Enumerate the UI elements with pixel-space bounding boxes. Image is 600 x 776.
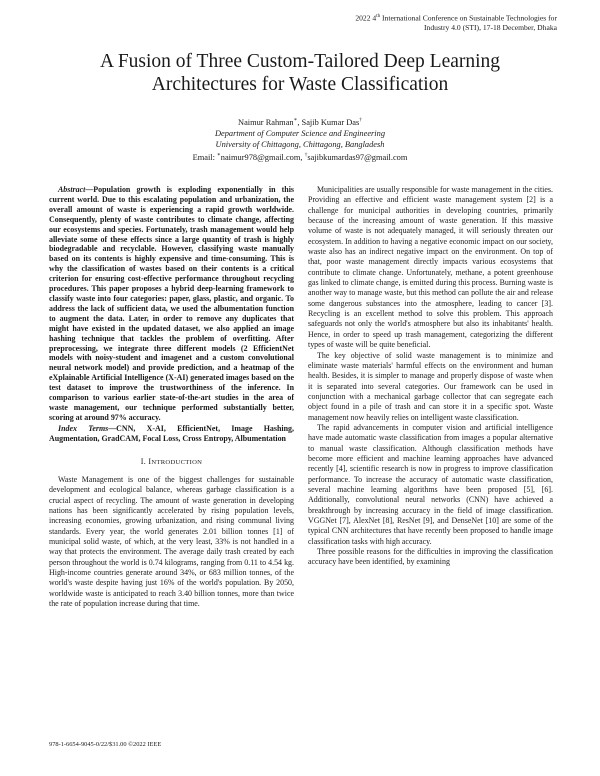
index-terms: Index Terms—CNN, X-AI, EfficientNet, Image Hashing, Augmentation, GradCAM, Focal Loss, Cross Entropy, Albumentation	[49, 423, 294, 443]
conference-header	[257, 12, 557, 33]
intro-paragraph-3: The key objective of solid waste management is to minimize and eliminate waste materials' harmful effects on the environment and human health. Besides, it is simpler to manage and properly dispose of waste when it is separated into several categories. Our framework can be used in conjunction with a mechanical garbage collector that can segregate each object found in a pile of trash and can store it in a specific spot. Waste management now heavily relies on intelligent waste classification.	[308, 350, 553, 422]
author-block	[0, 115, 600, 163]
intro-paragraph-1: Waste Management is one of the biggest challenges for sustainable development and ecological balance, whereas garbage classification is a crucial aspect of recycling. The amount of waste generation in developing nations has been significantly accelerated by rising population levels, increasing economies, growing urbanization, and rising communal living standards. Every year, the world generates 2.01 billion tonnes [1] of municipal solid waste, of which, at the very least, 33% is not handled in a way that protects the environment. The average daily trash created by each person throughout the world is 0.74 kilograms, ranging from 0.11 to 4.54 kg. High-income countries generate around 34%, or 683 million tonnes, of the world's waste despite having just 16% of the world's population. By 2050, worldwide waste is anticipated to reach 3.40 billion tonnes, more than twice the rate of population increase during that time.	[49, 474, 294, 609]
conference-line-1: 2022 4th International Conference on Sustainable Technologies for	[355, 13, 557, 23]
section-heading-introduction: I. INTRODUCTION	[140, 456, 203, 466]
author-emails: Email: ∗naimur978@gmail.com, †sajibkumardas97@gmail.com	[192, 151, 408, 162]
intro-paragraph-2: Municipalities are usually responsible for waste management in the cities. Providing an effective and efficient waste management system [2] is a challenge for municipal authorities in developing countries, primarily because of the increasing amount of waste generation. If this massive volume of waste is not adequately managed, it will seriously threaten our ecosystem. In addition to having a negative economic impact on our society, waste also has an indirect negative impact on the environment. On top of that, poor waste management directly impacts various ecosystems that contribute to climate change. Unfortunately, methane, a potent greenhouse gas linked to climate change, is emitted during this process. Burning waste is another way to manage waste, but this method can pollute the air and release some dangerous substances into the atmosphere, leading to cancer [3]. Recycling is an excellent method to solve this problem. This approach safeguards not only the world's atmosphere but also its inhabitants' health. Hence, in order to speed up trash management, categorizing the different types of waste will be quite beneficial.	[308, 185, 553, 350]
title-line-1: A Fusion of Three Custom-Tailored Deep Learning	[99, 51, 501, 72]
author-names: Naimur Rahman∗, Sajib Kumar Das†	[238, 117, 362, 127]
intro-paragraph-5: Three possible reasons for the difficulties in improving the classification accuracy have been identified, by examining	[308, 547, 553, 567]
author-2: Sajib Kumar Das	[301, 117, 360, 127]
left-column	[49, 185, 294, 609]
conference-line-2: Industry 4.0 (STI), 17-18 December, Dhaka	[424, 23, 557, 33]
email-2: sajibkumardas97@gmail.com	[307, 152, 408, 162]
author-1: Naimur Rahman	[238, 117, 294, 127]
author-department: Department of Computer Science and Engineering	[214, 128, 386, 138]
paper-title	[20, 50, 580, 96]
author-university: University of Chittagong, Chittagong, Bangladesh	[215, 139, 385, 149]
email-1: naimur978@gmail.com	[220, 152, 301, 162]
abstract: Abstract—Population growth is exploding exponentially in this current world. Due to this escalating population and urbanization, the overall amount of waste is experiencing a rapid growth worldwide. Consequently, plenty of waste contributes to climate change, affecting our ecosystems and species. Fortunately, trash management would help alleviate some of these effects since a large quantity of trash is highly biodegradable and recyclable. However, classifying waste manually based on its contents is highly expensive and time-consuming. This is why the classification of wastes based on their contents is a critical criterion for ensuring cost-effective performance throughout recycling procedures. This paper proposes a hybrid deep-learning framework to classify waste into four categories: paper, glass, plastic, and organic. To address the lack of sufficient data, we used the albumentation function to augment the data. Later, in order to remove any duplicates that might have existed in the updated dataset, we also applied an image hashing technique that tackles the problem of overfitting. After preprocessing, we integrate three different models (2 EfficientNet models with noisy-student and imagenet and a custom convolutional neural network model) and provide prediction, and a heatmap of the eXplainable Artificial Intelligence (X-AI) generated images based on the test dataset to improve the trustworthiness of the inference. In comparison to various earlier state-of-the-art studies in the area of waste management, our technique performed substantially better, scoring at around 97% accuracy.	[49, 185, 294, 422]
right-column	[308, 185, 553, 568]
title-line-2: Architectures for Waste Classification	[151, 74, 449, 95]
intro-paragraph-4: The rapid advancements in computer vision and artificial intelligence have made automatic waste classification from images a popular alternative to manual waste classification. Although classification methods have become more efficient and machine learning approaches have advanced recently [4], scientific research is now in progress to improve classification performance. To increase the accuracy of automatic waste classification, several machine learning algorithms have been proposed [5], [6]. Additionally, convolutional neural networks (CNN) have achieved a breakthrough by increasing accuracy in the field of image classification. VGGNet [7], AlexNet [8], ResNet [9], and DenseNet [10] are some of the typical CNN architectures that have recently been proposed to handle image classification tasks with high accuracy.	[308, 422, 553, 546]
copyright-footer: 978-1-6654-9045-0/22/$31.00 ©2022 IEEE	[49, 741, 162, 748]
